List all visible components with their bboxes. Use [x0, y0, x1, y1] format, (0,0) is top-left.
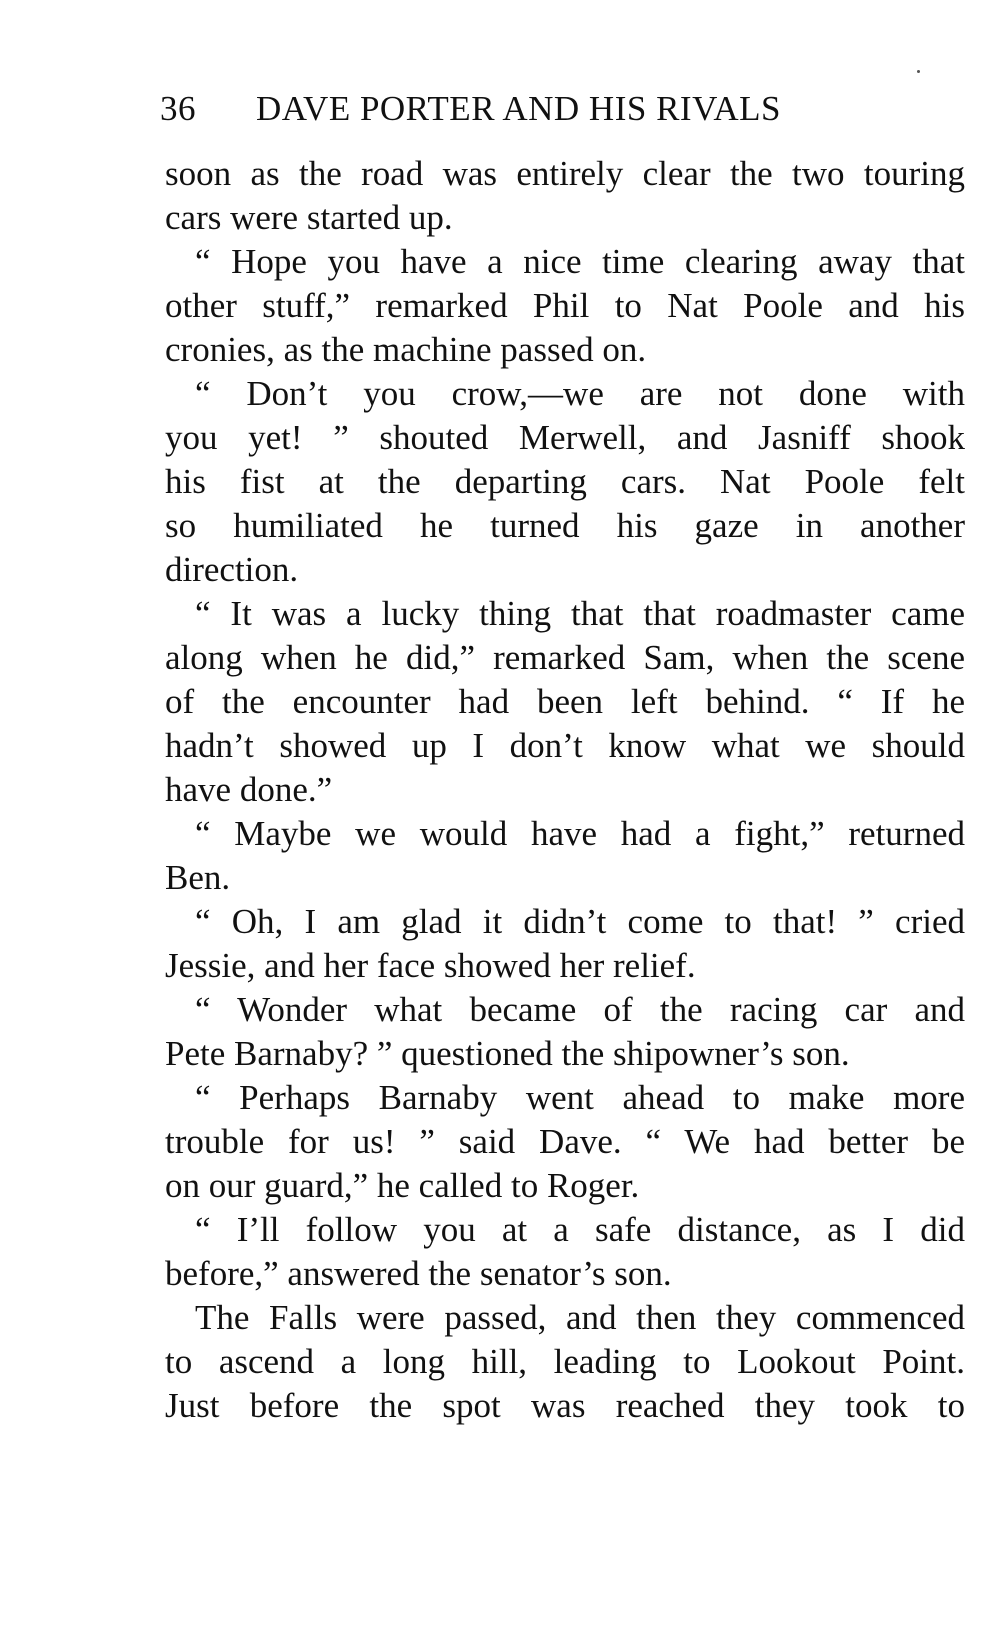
text-line: Pete Barnaby? ” questioned the shipowner’s son.: [165, 1034, 850, 1073]
page-number: 36: [160, 89, 196, 128]
text-line: cars were started up.: [165, 198, 453, 237]
text-line: Jessie, and her face showed her relief.: [165, 946, 696, 985]
text-line: “ Don’t you crow,—we are not done with: [195, 374, 965, 413]
text-line: “ Hope you have a nice time clearing away that: [195, 242, 965, 281]
text-line: Just before the spot was reached they took to: [165, 1386, 965, 1425]
text-line: “ Wonder what became of the racing car and: [195, 990, 965, 1029]
text-line: “ Maybe we would have had a fight,” returned: [195, 814, 965, 853]
text-line: along when he did,” remarked Sam, when the scene: [165, 638, 965, 677]
text-line: trouble for us! ” said Dave. “ We had better be: [165, 1122, 965, 1161]
text-line: The Falls were passed, and then they commenced: [195, 1298, 965, 1337]
text-line: you yet! ” shouted Merwell, and Jasniff shook: [165, 418, 965, 457]
text-line: “ It was a lucky thing that that roadmaster came: [195, 594, 965, 633]
text-line: “ Perhaps Barnaby went ahead to make more: [195, 1078, 965, 1117]
text-line: so humiliated he turned his gaze in another: [165, 506, 965, 545]
text-line: “ Oh, I am glad it didn’t come to that! ” cried: [195, 902, 965, 941]
body-text: [165, 152, 965, 1428]
text-line: to ascend a long hill, leading to Lookout Point.: [165, 1342, 965, 1381]
text-line: his fist at the departing cars. Nat Poole felt: [165, 462, 965, 501]
text-line: on our guard,” he called to Roger.: [165, 1166, 640, 1205]
text-line: “ I’ll follow you at a safe distance, as I did: [195, 1210, 965, 1249]
text-line: of the encounter had been left behind. “ If he: [165, 682, 965, 721]
text-line: other stuff,” remarked Phil to Nat Poole and his: [165, 286, 965, 325]
text-line: direction.: [165, 550, 299, 589]
text-line: before,” answered the senator’s son.: [165, 1254, 672, 1293]
running-title: DAVE PORTER AND HIS RIVALS: [256, 89, 781, 128]
text-line: soon as the road was entirely clear the two touring: [165, 154, 965, 193]
running-header: [160, 84, 960, 134]
text-line: hadn’t showed up I don’t know what we should: [165, 726, 965, 765]
print-speck: [917, 70, 920, 73]
text-line: cronies, as the machine passed on.: [165, 330, 647, 369]
text-line: Ben.: [165, 858, 231, 897]
text-line: have done.”: [165, 770, 333, 809]
